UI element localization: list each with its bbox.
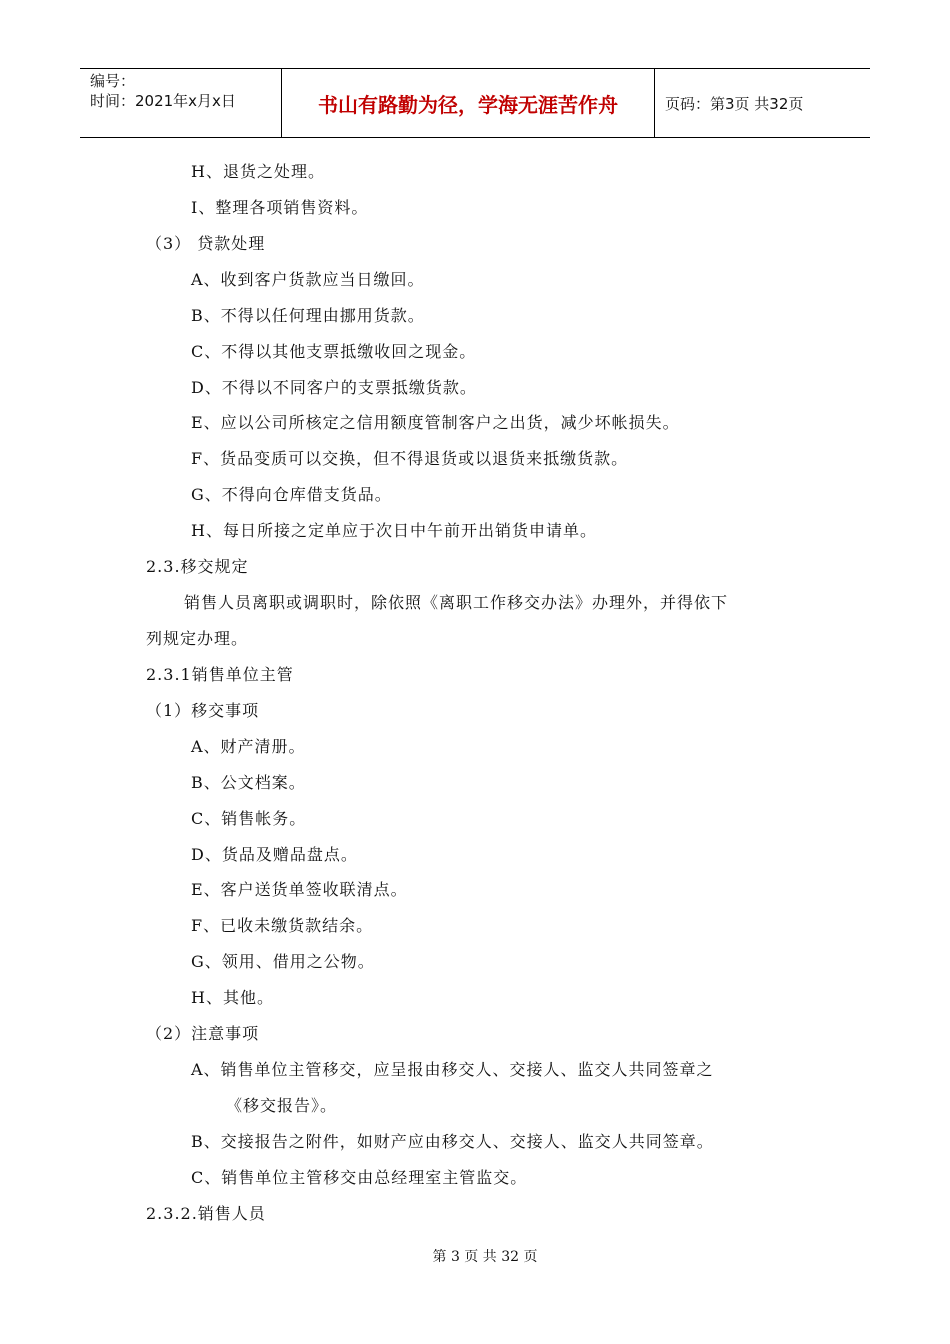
text-line: D、货品及赠品盘点。 [191, 845, 358, 864]
text-line: B、不得以任何理由挪用货款。 [191, 306, 425, 325]
text-line: C、不得以其他支票抵缴收回之现金。 [191, 342, 477, 361]
text-line: C、销售帐务。 [191, 809, 307, 828]
text-line: H、其他。 [191, 988, 274, 1007]
text-line: A、财产清册。 [191, 737, 306, 756]
text-line: G、领用、借用之公物。 [191, 952, 375, 971]
document-number-label: 编号： [90, 72, 136, 90]
text-line: H、退货之处理。 [191, 162, 325, 181]
section-heading: （1）移交事项 [146, 701, 260, 720]
text-line: B、交接报告之附件，如财产应由移交人、交接人、监交人共同签章。 [191, 1132, 714, 1151]
text-line: A、销售单位主管移交，应呈报由移交人、交接人、监交人共同签章之 [191, 1060, 714, 1079]
text-line: D、不得以不同客户的支票抵缴货款。 [191, 378, 477, 397]
section-heading: （2）注意事项 [146, 1024, 260, 1043]
header-meta [80, 69, 282, 137]
text-line: I、整理各项销售资料。 [191, 198, 369, 217]
text-line: F、货品变质可以交换，但不得退货或以退货来抵缴货款。 [191, 449, 629, 468]
page-header [80, 68, 870, 138]
text-line: E、客户送货单签收联清点。 [191, 880, 408, 899]
section-heading: 2.3.移交规定 [146, 557, 249, 576]
text-line: G、不得向仓库借支货品。 [191, 485, 392, 504]
text-line: C、销售单位主管移交由总经理室主管监交。 [191, 1168, 528, 1187]
paragraph-line: 销售人员离职或调职时，除依照《离职工作移交办法》办理外，并得依下 [184, 593, 729, 612]
section-heading: 2.3.1销售单位主管 [146, 665, 294, 684]
text-line: 《移交报告》。 [226, 1096, 338, 1115]
text-line: A、收到客户货款应当日缴回。 [191, 270, 425, 289]
text-line: F、已收未缴货款结余。 [191, 916, 374, 935]
header-page-info: 页码：第3页 共32页 [665, 94, 804, 113]
section-heading: 2.3.2.销售人员 [146, 1204, 266, 1223]
section-heading: （3） 贷款处理 [146, 234, 266, 253]
header-motto: 书山有路勤为径，学海无涯苦作舟 [282, 69, 655, 137]
paragraph-line: 列规定办理。 [146, 629, 249, 648]
page-footer: 第 3 页 共 32 页 [432, 1249, 538, 1265]
document-time-label: 时间：2021年x月x日 [90, 92, 236, 110]
text-line: B、公文档案。 [191, 773, 306, 792]
text-line: H、每日所接之定单应于次日中午前开出销货申请单。 [191, 521, 597, 540]
text-line: E、应以公司所核定之信用额度管制客户之出货，减少坏帐损失。 [191, 413, 680, 432]
